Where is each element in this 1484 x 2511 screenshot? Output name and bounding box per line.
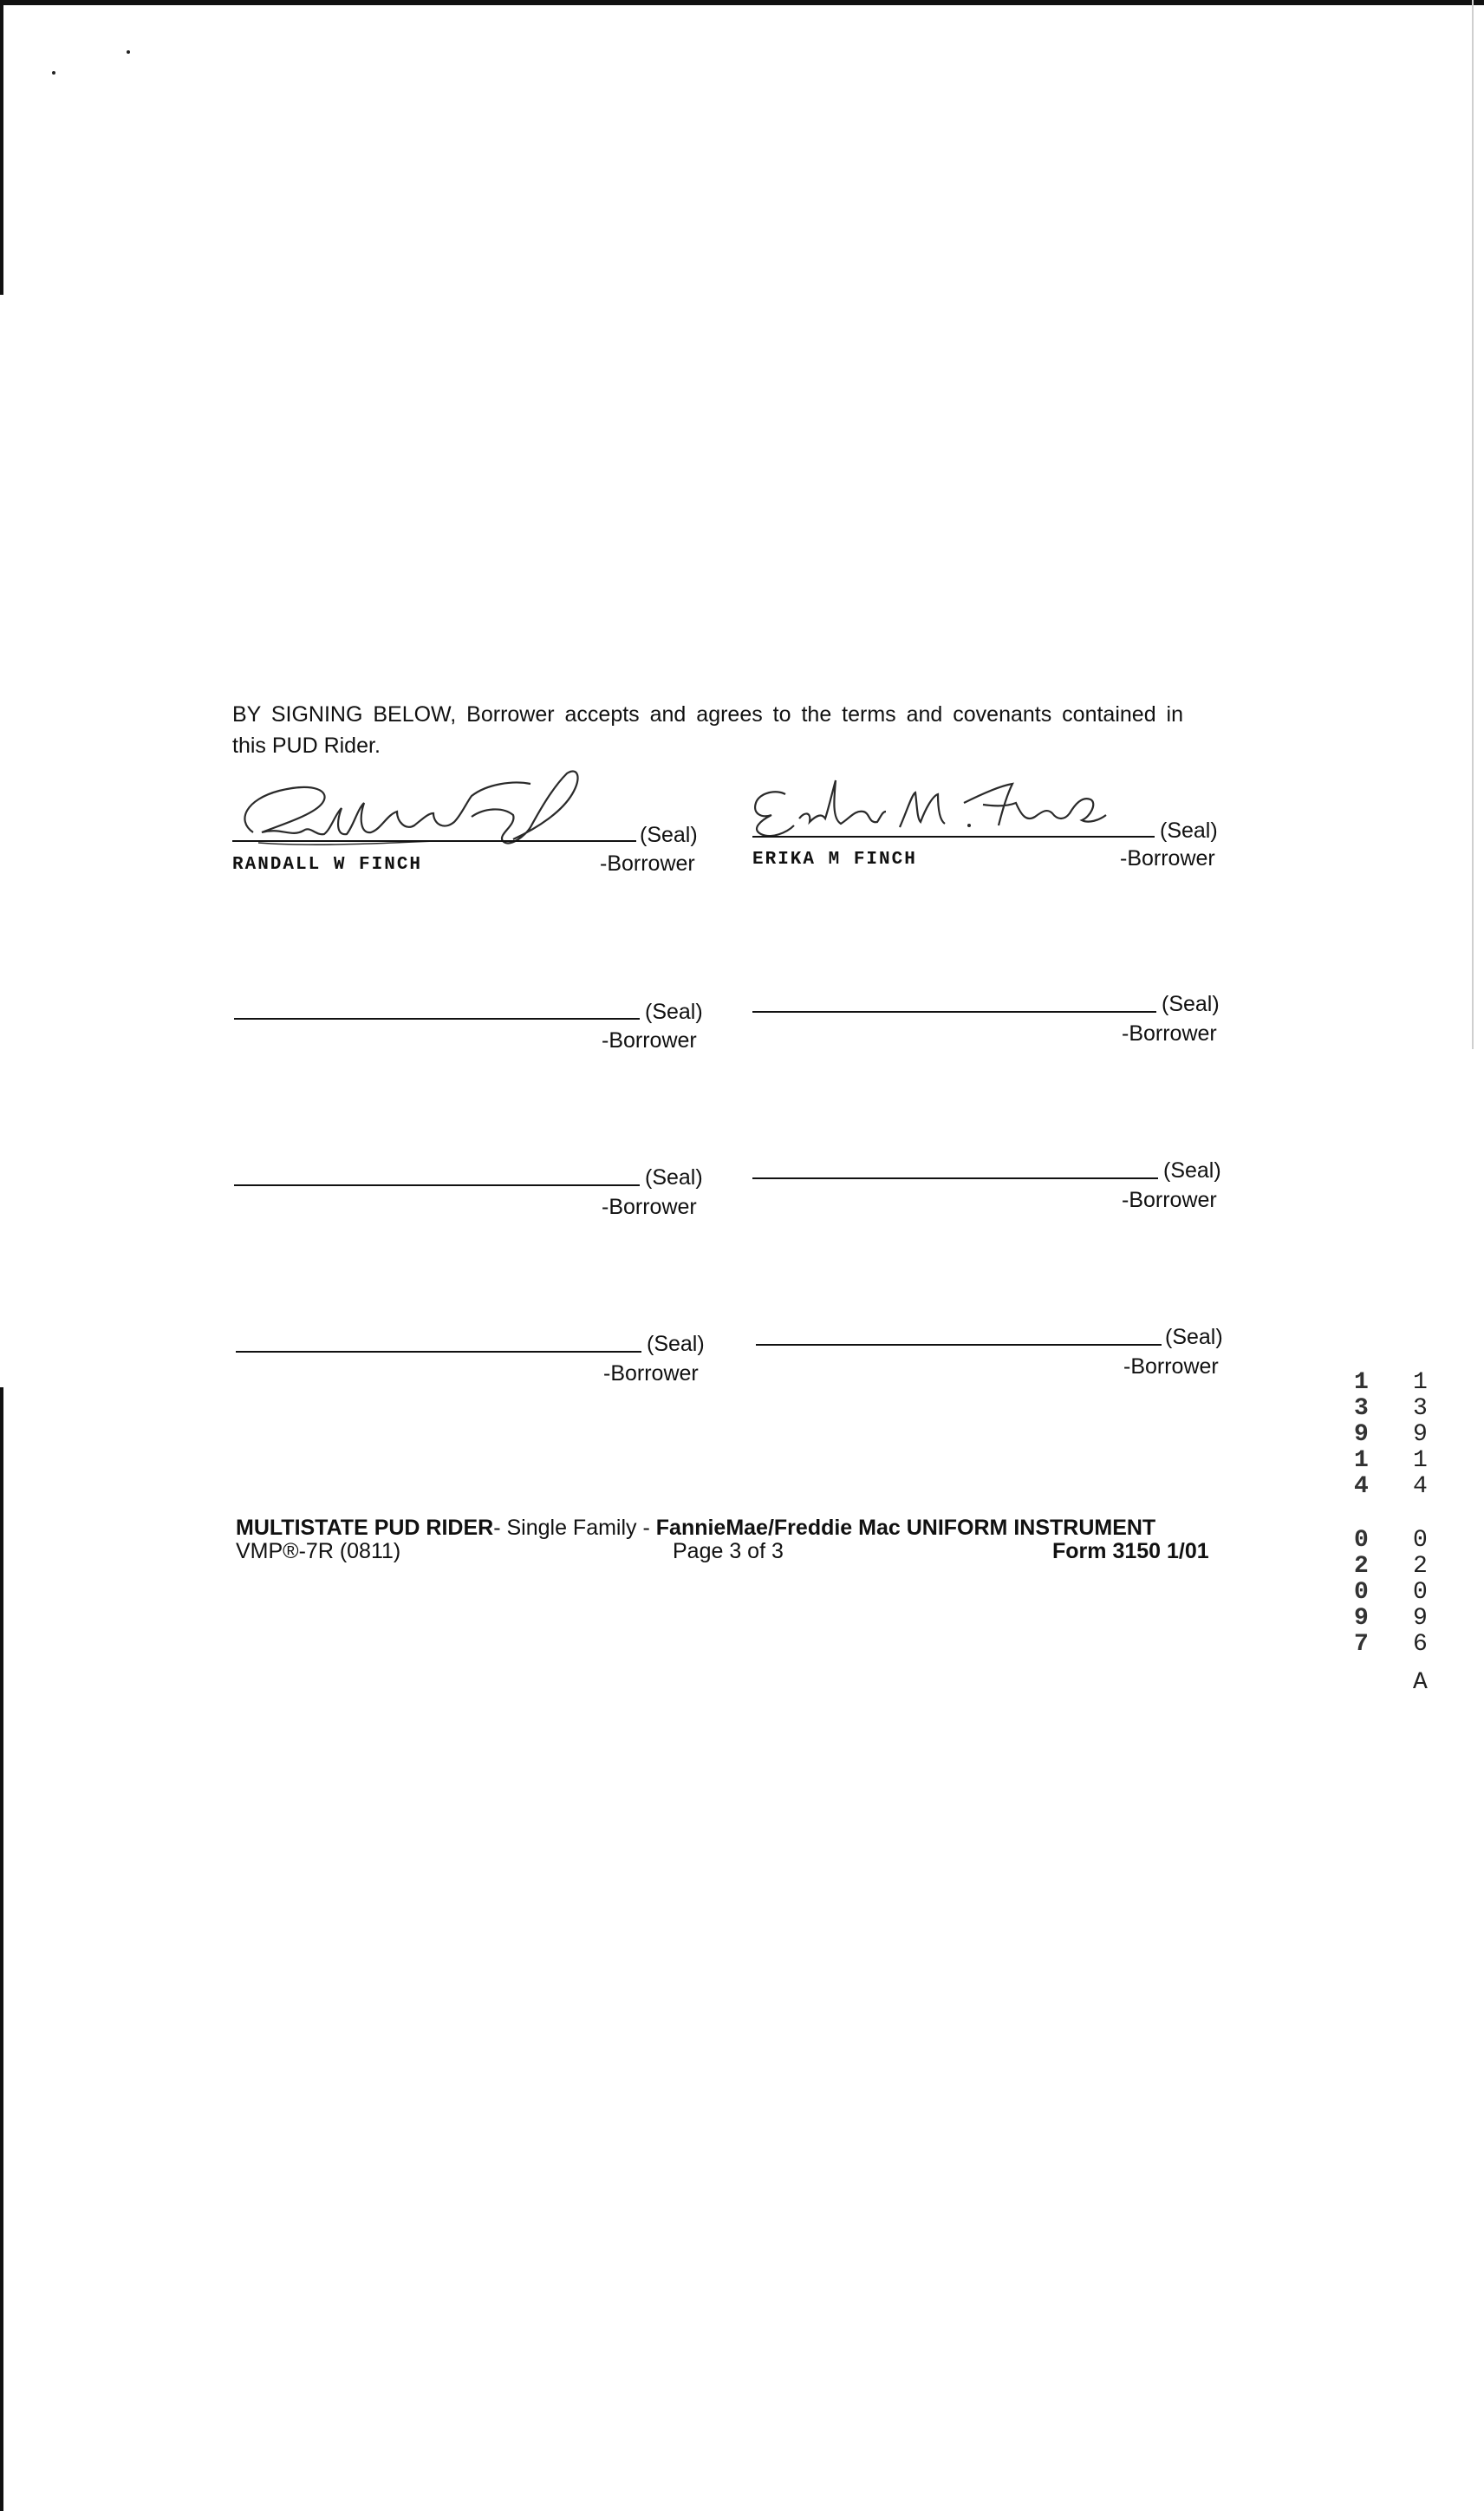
stamp-suffix: A (1413, 1669, 1428, 1696)
page-number: Page 3 of 3 (673, 1539, 784, 1563)
signature-line-randall (232, 840, 636, 842)
stamp-digit: 1 (1413, 1369, 1428, 1396)
borrower-label: -Borrower (600, 851, 695, 876)
seal-label: (Seal) (1165, 1325, 1223, 1349)
seal-label: (Seal) (640, 823, 698, 847)
seal-label: (Seal) (1162, 992, 1220, 1016)
stamp-digit: 0 (1354, 1579, 1370, 1606)
borrower-label: -Borrower (1122, 1021, 1217, 1046)
borrower-label: -Borrower (1120, 846, 1215, 871)
borrower-label: -Borrower (1122, 1188, 1217, 1212)
scan-speck (52, 71, 55, 75)
stamp-digit: 4 (1354, 1473, 1370, 1500)
stamp-digit: 3 (1413, 1395, 1428, 1422)
stamp-digit: 3 (1354, 1395, 1370, 1422)
form-title-bold: MULTISTATE PUD RIDER (236, 1516, 494, 1540)
stamp-digit: 4 (1413, 1473, 1428, 1500)
signature-line (752, 1011, 1156, 1013)
seal-label: (Seal) (647, 1332, 705, 1356)
vmp-code: VMP®-7R (0811) (236, 1539, 401, 1563)
scan-speck (127, 50, 130, 54)
signature-randall (227, 765, 626, 858)
stamp-digit: 1 (1354, 1447, 1370, 1474)
stamp-digit: 1 (1413, 1447, 1428, 1474)
stamp-digit: 6 (1413, 1631, 1428, 1658)
scan-left-edge-lower (0, 1387, 3, 2511)
form-agency: FannieMae/Freddie Mac UNIFORM INSTRUMENT (655, 1516, 1156, 1540)
seal-label: (Seal) (645, 1000, 703, 1024)
seal-label: (Seal) (645, 1165, 703, 1190)
stamp-digit: 7 (1354, 1631, 1370, 1658)
signature-line (236, 1351, 641, 1353)
borrower-label: -Borrower (603, 1361, 699, 1386)
recording-stamp (1413, 1370, 1428, 1696)
stamp-digit: 2 (1354, 1553, 1370, 1580)
stamp-digit: 2 (1413, 1553, 1428, 1580)
signer-name-randall: RANDALL W FINCH (232, 855, 423, 875)
seal-label: (Seal) (1163, 1158, 1221, 1183)
signature-line-erika (752, 836, 1155, 838)
signature-line (756, 1344, 1162, 1346)
stamp-digit: 9 (1354, 1605, 1370, 1632)
intro-line-2: this PUD Rider. (232, 734, 381, 758)
scan-left-edge (0, 0, 3, 295)
signature-erika (742, 768, 1149, 846)
rider-acceptance-text (232, 699, 1229, 761)
form-title (236, 1516, 1155, 1541)
signature-line (234, 1018, 640, 1020)
form-number: Form 3150 1/01 (1052, 1539, 1209, 1563)
borrower-label: -Borrower (1123, 1354, 1219, 1379)
stamp-digit: 1 (1354, 1369, 1370, 1396)
form-title-rest: - Single Family - (493, 1516, 656, 1540)
signature-line (752, 1177, 1158, 1179)
borrower-label: -Borrower (602, 1028, 697, 1053)
stamp-digit: 0 (1413, 1527, 1428, 1554)
stamp-digit: 9 (1413, 1421, 1428, 1448)
signature-line (234, 1184, 640, 1186)
intro-line-1: BY SIGNING BELOW, Borrower accepts and agrees to the terms and covenants contained in (232, 702, 1184, 727)
seal-label: (Seal) (1160, 819, 1218, 843)
stamp-digit: 0 (1354, 1527, 1370, 1554)
borrower-label: -Borrower (602, 1195, 697, 1219)
scan-right-edge (1472, 0, 1474, 1049)
stamp-digit: 0 (1413, 1579, 1428, 1606)
signer-name-erika: ERIKA M FINCH (752, 850, 917, 870)
recording-stamp-blurred (1354, 1370, 1370, 1658)
stamp-digit: 9 (1413, 1605, 1428, 1632)
stamp-digit: 9 (1354, 1421, 1370, 1448)
page-top-edge (0, 0, 1484, 5)
